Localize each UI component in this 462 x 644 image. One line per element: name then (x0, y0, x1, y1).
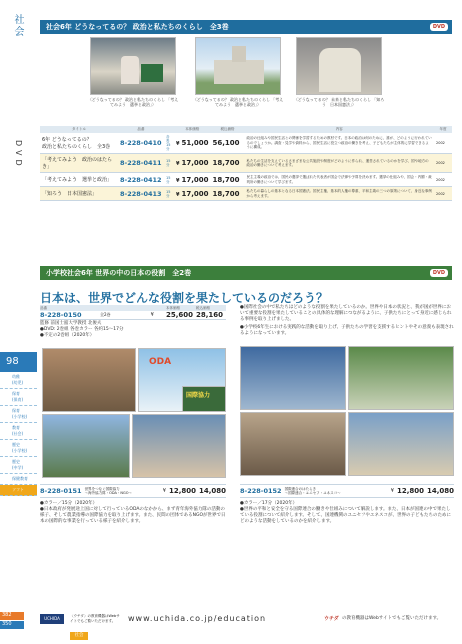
set-col-code: 品番 (40, 305, 47, 310)
table-row (40, 133, 452, 154)
product-item (240, 484, 454, 525)
row-desc: 私たちの生活を支えているさまざまな公共施設や制度がどのように作られ、運営されているのかを学び、国や地方の政治の働きについて考えます。 (245, 154, 435, 173)
caption-1: 〈どうなってるの？ 政治と私たちのくらし 「考えてみよう 選挙と政治」〉 (87, 97, 179, 107)
page-number: 98 (0, 352, 37, 372)
item-tax: 14,080 (198, 487, 226, 495)
photo-children (132, 414, 226, 478)
photo-school (240, 412, 346, 476)
bullet-text: ●小学校6年生における実践的な活動を取り上げ、子供たちの学習を支援するヒントやその意義も表現されるようになっています。 (240, 325, 454, 336)
index-tab[interactable]: 幼稚 (幼児) (0, 372, 37, 389)
format-label: DVD (14, 140, 23, 170)
price-value: 17,000 (181, 189, 209, 198)
bullet-text: ●国際社会の中で私たちはどのような役割を果たしているのか。世界や日本の状況と、我が国が世界において重要な役割を果たしていることの具体的な理解につながるように、子供たちにとって身近に感じられる事例を取り上げました。 (240, 305, 452, 322)
yen-mark: ¥ (176, 177, 180, 184)
category-label: 社会 (12, 14, 23, 38)
item-desc: ●カラー／17分（2020年） ●世界の平和と安全を守る国際連合の働きや仕組みについて解説します。また、日本が国連の中で果たしている役割について紹介します。そして、国連機関のユニセフやユネスコが、世界の子どもたちのためにどのような活動をしているのかを紹介します。 (240, 501, 451, 524)
set-table (40, 305, 226, 320)
photo-kokusai (182, 386, 226, 412)
section1-banner (40, 20, 452, 34)
brand-text: の教育機器はWebサイトでもご覧いただけます。 (342, 616, 442, 621)
index-tab[interactable]: 保育 (保育) (0, 389, 37, 406)
photo-voting (90, 37, 176, 95)
photo-statue (296, 37, 382, 95)
yen-mark: ¥ (176, 191, 180, 198)
sidebar (0, 0, 37, 644)
row-title: 「知ろう 日本国憲法」 (40, 187, 118, 201)
row-desc: 政治の仕組みや国民生活との関係を学習するための教材です。日本の政治は何のために、誰が、どのように行われているのでしょうか。調査・見学や資料から、国民生活に役立つ政治の働きを考え、子どもたちが主体的に学習できるように構成。 (245, 133, 435, 154)
row-desc: 民主主義の政治では、国民の選挙で選ばれた代表者が国会で法律や予算を決めます。選挙の仕組みや、国会・内閣・裁判所の働きについて学びます。 (245, 173, 435, 187)
section1-table (40, 126, 452, 201)
brand-name: ウチダ (324, 616, 339, 622)
photo-outdoor (42, 414, 130, 478)
item-code: 8-228-0151 (40, 487, 82, 495)
item-title: 世界をつなぐ国際協力 〜海外協力隊・ODA・NGO〜 (84, 487, 132, 495)
set-col-tax: 税込価格 (196, 305, 210, 310)
table-row (40, 173, 452, 187)
row-price (174, 187, 211, 201)
set-col-price: 本体価格 (166, 305, 180, 310)
table-row (40, 154, 452, 173)
price-value: 17,000 (181, 175, 209, 184)
item-price: 12,800 (168, 487, 196, 495)
row-qty: 15 分 (164, 187, 174, 201)
row-qty: 各巻 15 分 (164, 133, 174, 154)
caption-2: 〈どうなってるの？ 政治と私たちのくらし 「考えてみよう 選挙と政治」〉 (192, 97, 284, 107)
item-tax: 14,080 (426, 487, 454, 495)
row-code: 8-228-0410 (118, 133, 164, 154)
item-yen: ¥ (162, 488, 166, 494)
col-year: 年度 (434, 126, 452, 133)
yen-mark: ¥ (176, 161, 180, 167)
row-title: 「考えてみよう 選挙と政治」 (40, 173, 118, 187)
photo-kids (348, 412, 454, 476)
row-qty: 15 分 (164, 173, 174, 187)
footer-page-2: 350 (0, 621, 24, 629)
row-price (174, 173, 211, 187)
item-code: 8-228-0152 (240, 487, 282, 495)
section2-headline: 日本は、世界でどんな役割を果たしているのだろう？ (40, 291, 329, 305)
set-meta (40, 321, 226, 339)
item-title: 国際連合のはたらき 〜国際連合・ユニセフ・ユネスコ〜 (284, 487, 341, 495)
row-qty: 15 分 (164, 154, 174, 173)
row-title: 「考えてみよう 政治のはたらき」 (40, 154, 118, 173)
section1-title: 社会6年 どうなってるの？ 政治と私たちのくらし 全3巻 (46, 23, 229, 31)
meta-line: ●DVD: 2巻組 各巻カラー 各約15〜17分 (40, 327, 124, 332)
index-tab[interactable]: 保健教育 (0, 474, 37, 485)
oda-label: ODA (149, 357, 172, 367)
footer-page-1: 382 (0, 612, 24, 620)
yen-mark: ¥ (176, 141, 180, 147)
col-price: 本体価格 (174, 126, 211, 133)
index-tab[interactable]: 教育 (社会) (0, 423, 37, 440)
footer-url[interactable]: www.uchida.co.jp/education (128, 614, 267, 623)
uchida-logo: UCHIDA (40, 614, 64, 624)
row-title: 6年 どうなってるの？ 政治と私たちのくらし 全3巻 (40, 133, 118, 154)
photo-field (348, 346, 454, 410)
meta-line: ●不定の2巻組（2020年） (40, 333, 95, 338)
row-year: 2002 (434, 187, 452, 201)
set-label: 全2巻 (100, 312, 111, 317)
col-title: タイトル (40, 126, 118, 133)
price-value: 17,000 (181, 159, 209, 167)
set-tax: 28,160 (196, 311, 224, 319)
row-tax: 18,700 (211, 187, 245, 201)
col-desc: 内容 (245, 126, 435, 133)
row-tax: 18,700 (211, 173, 245, 187)
row-year: 2002 (434, 133, 452, 154)
price-value: 51,000 (181, 139, 209, 147)
footer-section: 社会 (70, 632, 88, 640)
table-row (40, 187, 452, 201)
section2-bullets (240, 305, 454, 339)
photo-un (240, 346, 346, 410)
kokusai-label: 国際協力 (186, 392, 211, 399)
index-tab[interactable]: ソフト (0, 485, 37, 496)
section2-title: 小学校社会6年 世界の中の日本の役割 全2巻 (46, 269, 192, 277)
set-yen: ¥ (150, 312, 154, 318)
row-desc: 私たちの暮らしの基本となる日本国憲法。国民主権、基本的人権の尊重、平和主義の三つの原則について、身近な事例から考えます。 (245, 187, 435, 201)
caption-3: 〈どうなってるの？ 未来と私たちのくらし 「知ろう 日本国憲法」〉 (293, 97, 385, 107)
dvd-badge-2: DVD (430, 269, 448, 277)
index-tab[interactable]: 歴史 (小学校) (0, 440, 37, 457)
product-item (40, 484, 226, 525)
index-tab[interactable]: 歴史 (中学) (0, 457, 37, 474)
footer-note: 〈ウチダ〉の教育機器はWebサイトでもご覧いただけます。 (70, 614, 120, 623)
photo-diet-building (195, 37, 281, 95)
set-price: 25,600 (166, 311, 194, 319)
item-price: 12,800 (396, 487, 424, 495)
row-code: 8-228-0413 (118, 187, 164, 201)
row-price (174, 154, 211, 173)
row-year: 2002 (434, 173, 452, 187)
set-code: 8-228-0150 (40, 311, 82, 319)
index-tab[interactable]: 保育 (小学校) (0, 406, 37, 423)
item-yen: ¥ (390, 488, 394, 494)
section2-banner (40, 266, 452, 280)
col-code: 品番 (118, 126, 164, 133)
index-tabs (0, 352, 37, 496)
item-desc: ●カラー／15分（2020年） ●日本政府が発展途上国に対して行っているODAのなかから、まず青年海外協力隊の活動の様子、そして農業指導の国際協力を取り上げます。また、民間の団体であるNGOが世界で日本の国際的な事業を行っている様子を紹介します。 (40, 501, 226, 524)
row-tax: 18,700 (211, 154, 245, 173)
photo-classroom (42, 348, 136, 412)
dvd-badge: DVD (430, 23, 448, 31)
row-code: 8-228-0411 (118, 154, 164, 173)
col-tax: 税込価格 (211, 126, 245, 133)
meta-line: 監修 前国士舘大学教授 北俊夫 (40, 321, 102, 326)
row-year: 2002 (434, 154, 452, 173)
row-tax: 56,100 (211, 133, 245, 154)
row-code: 8-228-0412 (118, 173, 164, 187)
row-price (174, 133, 211, 154)
footer (0, 612, 462, 644)
